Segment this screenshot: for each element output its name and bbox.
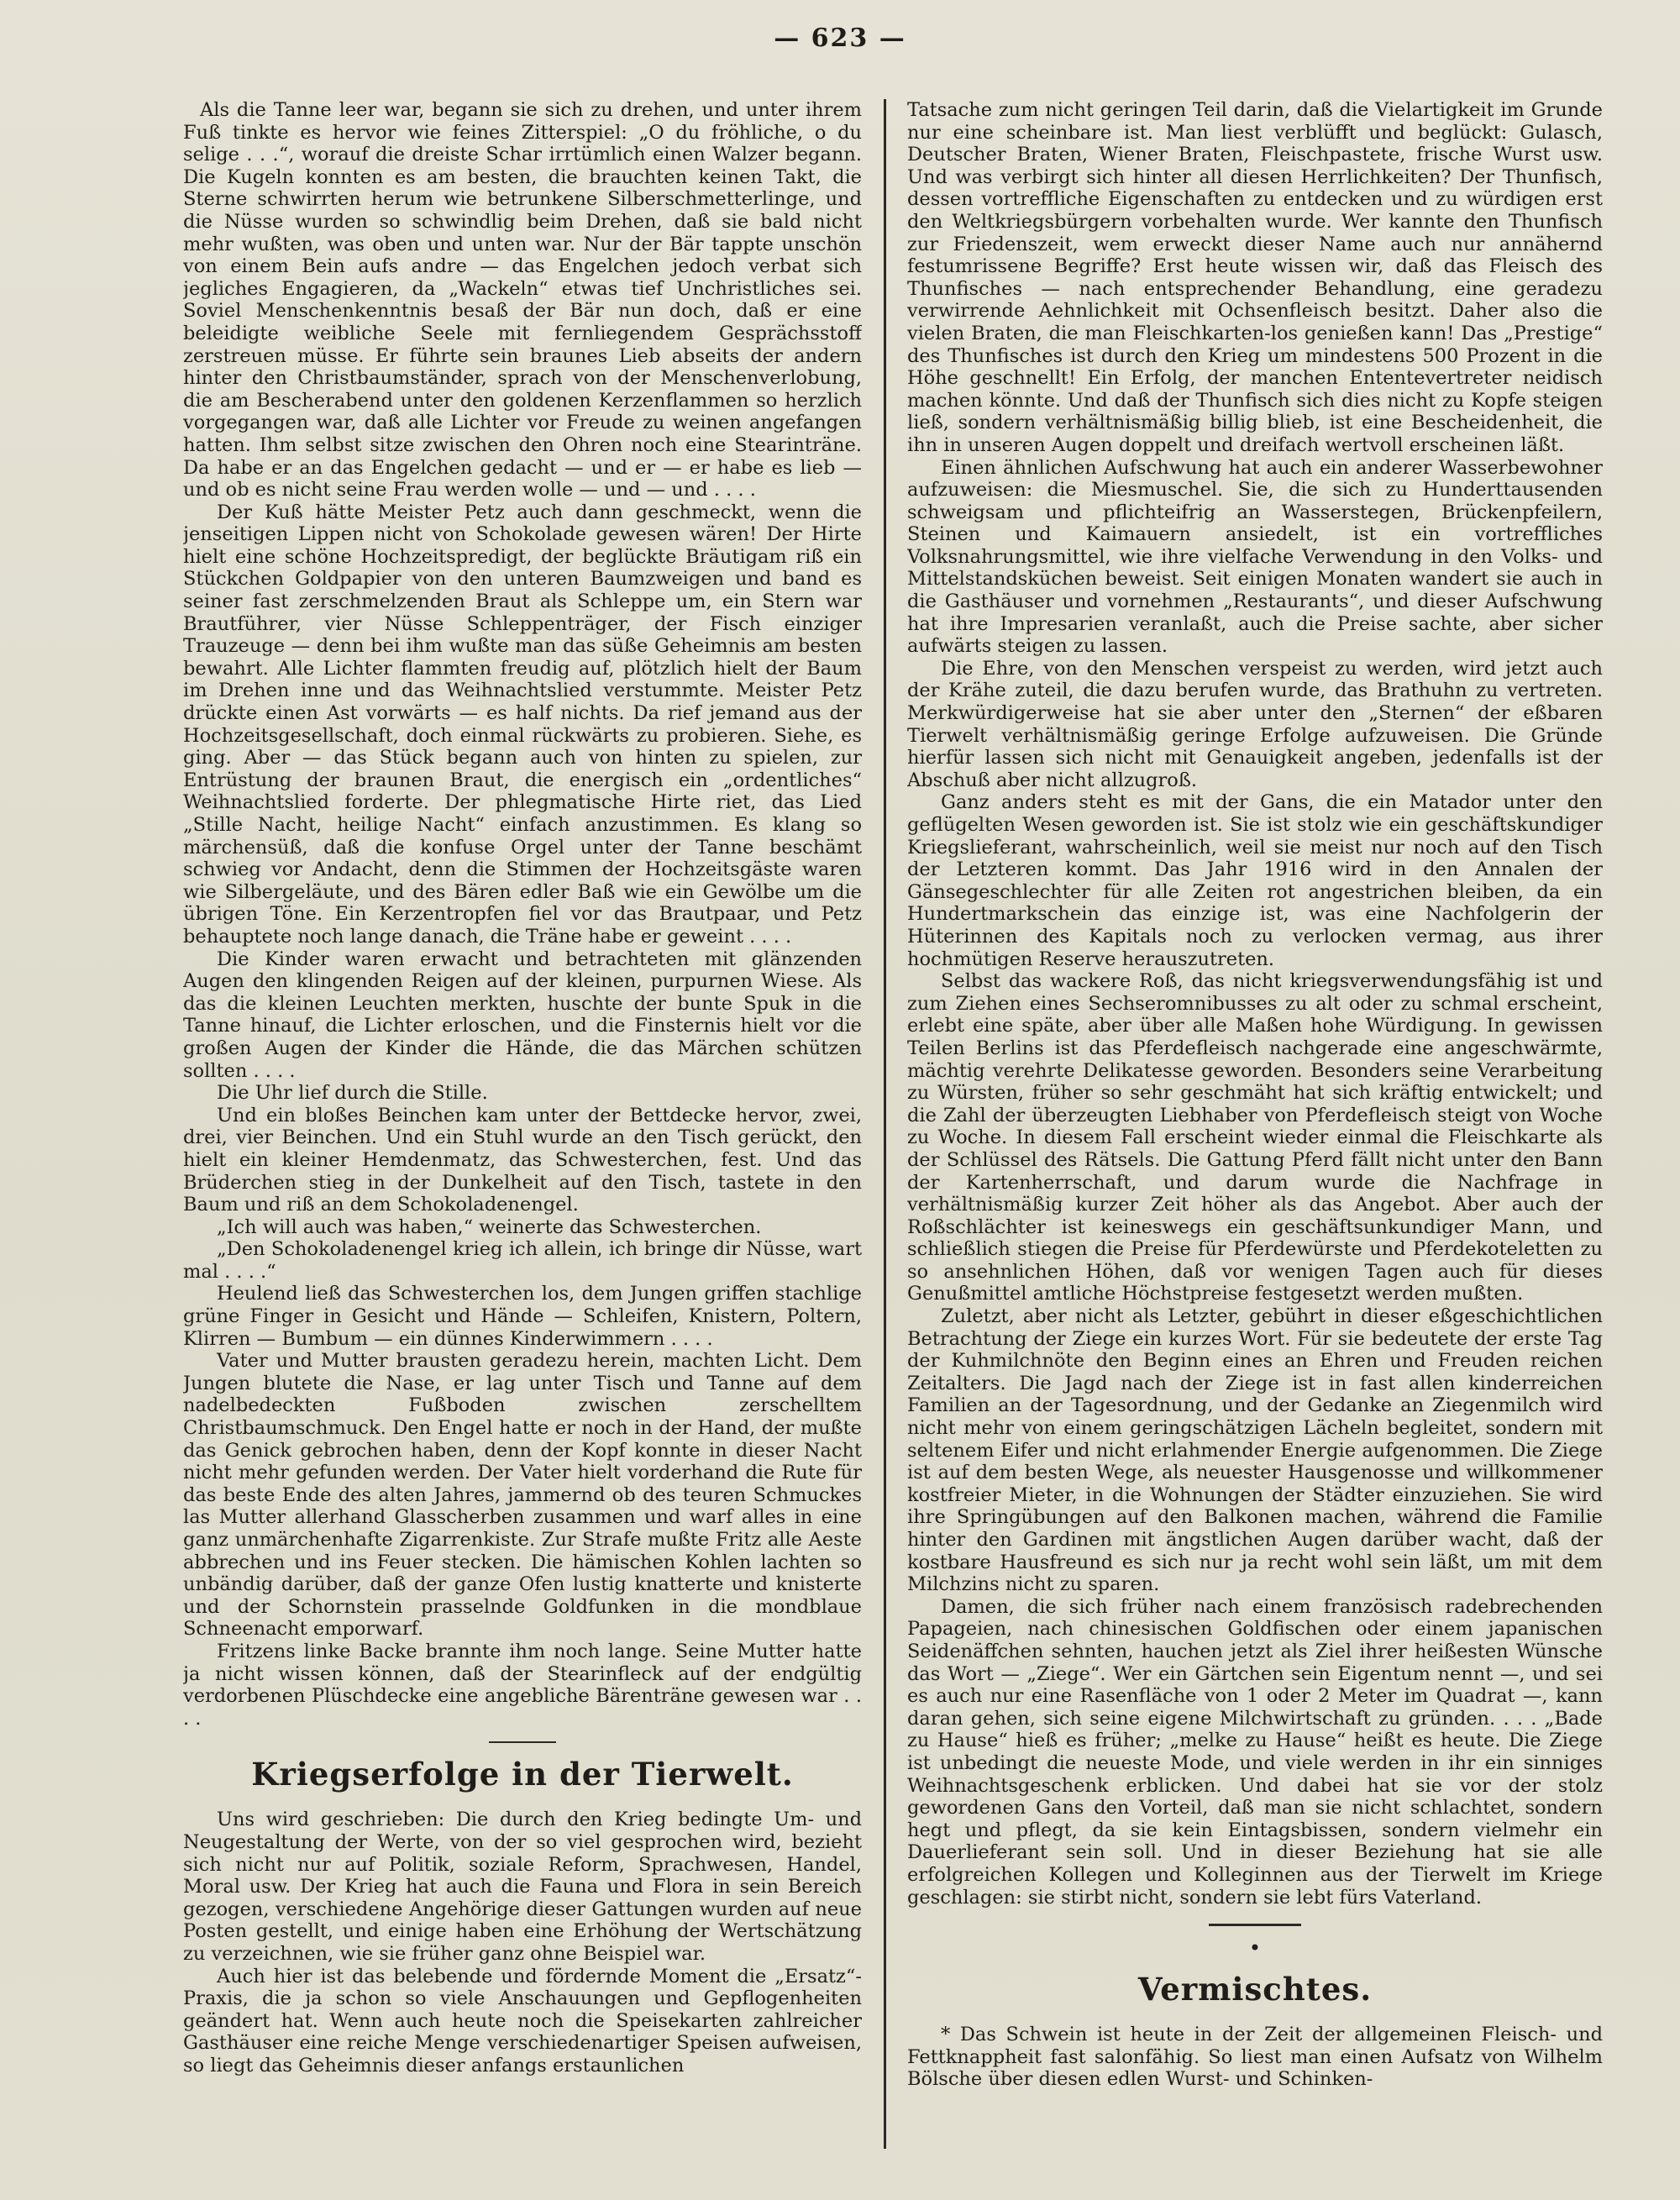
story-paragraph: Die Uhr lief durch die Stille. xyxy=(217,1082,488,1105)
story-paragraph: Als die Tanne leer war, begann sie sich zu drehen, und unter ihrem Fuß tinkte es hervor wie feines Zitterspiel: „O du fröhliche, o du selige . . .“, worauf die dreiste Schar irrtümlich einen Walzer begann. Die Kugeln konnten es am besten, die brauchten keinen Takt, die Sterne schwirrten herum wie betrunkene Silberschmetterlinge, und die Nüsse wurden so schwindlig beim Drehen, daß sie bald nicht mehr wußten, was oben und unten war. Nur der Bär tappte unschön von einem Bein aufs andre — das Engelchen jedoch verbat sich jegliches Engagieren, da „Wackeln“ etwas tief Unchristliches sei. Soviel Menschenkenntnis besaß der Bär nun doch, daß er eine beleidigte weibliche Seele mit fernliegendem Gesprächsstoff zerstreuen müsse. Er führte sein braunes Lieb abseits der andern hinter den Christbaumständer, sprach von der Menschenverlobung, die am Bescherabend unter den goldenen Kerzenflammen so herzlich vorgegangen war, daß alle Lichter vor Freude zu weinen angefangen hatten. Ihm selbst sitze zwischen den Ohren noch eine Stearinträne. Da habe er an das Engelchen gedacht — und er — er habe es lieb — und ob es nicht seine Frau werden wolle — und — und . . . . xyxy=(183,99,862,501)
story-paragraph: Fritzens linke Backe brannte ihm noch lange. Seine Mutter hatte ja nicht wissen können, daß der Stearinfleck auf der endgültig verdorbenen Plüschdecke eine angebliche Bärenträne gewesen war . . . . xyxy=(183,1640,862,1730)
article-headline: Kriegserfolge in der Tierwelt. xyxy=(251,1756,794,1793)
article-paragraph: Zuletzt, aber nicht als Letzter, gebührt in dieser eßgeschichtlichen Betrachtung der Ziege ein kurzes Wort. Für sie bedeutete der erste Tag der Kuhmilchnöte den Beginn eines an Ehren und Freuden reichen Zeitalters. Die Jagd nach der Ziege ist in fast allen kinderreichen Familien an der Tagesordnung, und der Gedanke an Ziegenmilch wird nicht mehr von einem geringschätzigen Lächeln begleitet, sondern mit seltenem Eifer und nicht erlahmender Energie aufgenommen. Die Ziege ist auf dem besten Wege, als neuester Hausgenosse und willkommener kostfreier Mieter, in die Wohnungen der Städter einzuziehen. Sie wird ihre Springübungen auf den Balkonen machen, während die Familie hinter den Gardinen mit ängstlichen Augen darüber wacht, daß der kostbare Hausfreund es sich nur ja recht wohl sein läßt, um mit dem Milchzins nicht zu sparen. xyxy=(907,1305,1603,1596)
misc-paragraph: * Das Schwein ist heute in der Zeit der allgemeinen Fleisch- und Fettknappheit fast salonfähig. So liest man einen Aufsatz von Wilhelm Bölsche über diesen edlen Wurst- und Schinken- xyxy=(907,2024,1603,2091)
article-paragraph: Auch hier ist das belebende und fördernde Moment die „Ersatz“-Praxis, die ja schon so viele Anschauungen und Gepflogenheiten geändert hat. Wenn auch heute noch die Speisekarten zahlreicher Gasthäuser eine reiche Menge verschiedenartiger Speisen aufweisen, so liegt das Geheimnis dieser anfangs erstaunlichen xyxy=(183,1965,862,2077)
section-divider xyxy=(1209,1924,1301,1926)
story-paragraph: Heulend ließ das Schwesterchen los, dem Jungen griffen stachlige grüne Finger in Gesicht und Hände — Schleifen, Knistern, Poltern, Klirren — Bumbum — ein dünnes Kinderwimmern . . . . xyxy=(183,1283,862,1350)
column-rule xyxy=(884,99,886,2149)
left-column xyxy=(183,99,862,2174)
story-paragraph: „Den Schokoladenengel krieg ich allein, ich bringe dir Nüsse, wart mal . . . .“ xyxy=(183,1238,862,1283)
article-paragraph: Selbst das wackere Roß, das nicht kriegsverwendungsfähig ist und zum Ziehen eines Sechseromnibusses zu alt oder zu schmal erscheint, erlebt eine späte, aber über alle Maßen hohe Würdigung. In gewissen Teilen Berlins ist das Pferdefleisch nachgerade eine angeschwärmte, mächtig verehrte Delikatesse geworden. Besonders seine Verarbeitung zu Würsten, früher so sehr geschmäht hat sich kräftig entwickelt; und die Zahl der überzeugten Liebhaber von Pferdefleisch steigt von Woche zu Woche. In diesem Fall erscheint wieder einmal die Fleischkarte als der Schlüssel des Rätsels. Die Gattung Pferd fällt nicht unter den Bann der Kartenherrschaft, und darum wurde die Nachfrage in verhältnismäßig kurzer Zeit höher als das Angebot. Aber auch der Roßschlächter ist keineswegs ein geschäftsunkundiger Mann, und schließlich stiegen die Preise für Pferdewürste und Pferdekoteletten zu so ansehnlichen Höhen, daß vor wenigen Tagen auch für dieses Genußmittel amtliche Höchstpreise festgesetzt werden mußten. xyxy=(907,970,1603,1305)
article-paragraph: Einen ähnlichen Aufschwung hat auch ein anderer Wasserbewohner aufzuweisen: die Miesmuschel. Sie, die sich zu Hunderttausenden schweigsam und pflichteifrig an Wasserstegen, Brückenpfeilern, Steinen und Kaimauern ansiedelt, ist ein vortreffliches Volksnahrungsmittel, wie ihre vielfache Verwendung in den Volks- und Mittelstandsküchen beweist. Seit einigen Monaten wandert sie auch in die Gasthäuser und vornehmen „Restaurants“, und dieser Aufschwung hat ihre Impresarien veranlaßt, auch die Preise sachte, aber sicher aufwärts steigen zu lassen. xyxy=(907,456,1603,658)
article-paragraph: Die Ehre, von den Menschen verspeist zu werden, wird jetzt auch der Krähe zuteil, die dazu berufen wurde, das Brathuhn zu vertreten. Merkwürdigerweise hat sie aber unter den „Sternen“ der eßbaren Tierwelt verhältnismäßig geringe Erfolge aufzuweisen. Die Gründe hierfür lassen sich nicht mit Genauigkeit angeben, jedenfalls ist der Abschuß aber nicht allzugroß. xyxy=(907,657,1603,791)
section-ornament: • xyxy=(1248,1936,1262,1961)
article-paragraph: Ganz anders steht es mit der Gans, die ein Matador unter den geflügelten Wesen geworden ist. Sie ist stolz wie ein geschäftskundiger Kriegslieferant, wahrscheinlich, weil sie meist nur noch auf den Tisch der Letzteren kommt. Das Jahr 1916 wird in den Annalen der Gänsegeschlechter für alle Zeiten rot angestrichen bleiben, da ein Hundertmarkschein das einzige ist, was eine Nachfolgerin der Hüterinnen des Kapitals noch zu verlocken vermag, aus ihrer hochmütigen Reserve herauszutreten. xyxy=(907,791,1603,970)
misc-headline: Vermischtes. xyxy=(1137,1971,1373,2008)
right-column xyxy=(907,99,1603,2174)
article-paragraph: Tatsache zum nicht geringen Teil darin, daß die Vielartigkeit im Grunde nur eine scheinbare ist. Man liest verblüfft und beglückt: Gulasch, Deutscher Braten, Wiener Braten, Fleischpastete, frische Wurst usw. Und was verbirgt sich hinter all diesen Herrlichkeiten? Der Thunfisch, dessen vortreffliche Eigenschaften zu entdecken und zu würdigen erst den Weltkriegsbürgern vorbehalten wurde. Wer kannte den Thunfisch zur Friedenszeit, wem erweckt dieser Name auch nur annähernd festumrissene Begriffe? Erst heute wissen wir, daß das Fleisch des Thunfisches — nach entsprechender Behandlung, eine geradezu verwirrende Aehnlichkeit mit Ochsenfleisch besitzt. Daher also die vielen Braten, die man Fleischkarten-los genießen kann! Das „Prestige“ des Thunfisches ist durch den Krieg um mindestens 500 Prozent in die Höhe geschnellt! Ein Erfolg, der manchen Ententevertreter neidisch machen könnte. Und daß der Thunfisch sich dies nicht zu Kopfe steigen ließ, sondern verhältnismäßig billig blieb, ist eine Bescheidenheit, die ihn in unseren Augen doppelt und dreifach wertvoll erscheinen läßt. xyxy=(907,99,1603,456)
story-paragraph: Der Kuß hätte Meister Petz auch dann geschmeckt, wenn die jenseitigen Lippen nicht von Schokolade gewesen wären! Der Hirte hielt eine schöne Hochzeitspredigt, der beglückte Bräutigam riß ein Stückchen Goldpapier von den unteren Baumzweigen und band es seiner fast zerschmelzenden Braut als Schleppe um, ein Stern war Brautführer, vier Nüsse Schleppenträger, der Fisch einziger Trauzeuge — denn bei ihm wußte man das süße Geheimnis am besten bewahrt. Alle Lichter flammten freudig auf, plötzlich hielt der Baum im Drehen inne und das Weihnachtslied verstummte. Meister Petz drückte einen Ast vorwärts — es half nichts. Da rief jemand aus der Hochzeitsgesellschaft, doch einmal rückwärts zu probieren. Siehe, es ging. Aber — das Stück begann auch von hinten zu spielen, zur Entrüstung der braunen Braut, die energisch ein „ordentliches“ Weihnachtslied forderte. Der phlegmatische Hirte riet, das Lied „Stille Nacht, heilige Nacht“ einfach anzustimmen. Es klang so märchensüß, daß die konfuse Orgel unter der Tanne beschämt schwieg vor Andacht, denn die Stimmen der Hochzeitsgäste waren wie Silbergeläute, und des Bären edler Baß wie ein Gewölbe um die übrigen Töne. Ein Kerzentropfen fiel vor das Brautpaar, und Petz behauptete noch lange danach, die Träne habe er geweint . . . . xyxy=(183,501,862,948)
story-paragraph: Die Kinder waren erwacht und betrachteten mit glänzenden Augen den klingenden Reigen auf der kleinen, purpurnen Wiese. Als das die kleinen Leuchten merkten, huschte der bunte Spuk in die Tanne hinauf, die Lichter erloschen, und die Finsternis hielt vor die großen Augen der Kinder die Hände, die das Märchen schützen sollten . . . . xyxy=(183,948,862,1082)
article-paragraph: Uns wird geschrieben: Die durch den Krieg bedingte Um- und Neugestaltung der Werte, von der so viel gesprochen wird, bezieht sich nicht nur auf Politik, soziale Reform, Sprachwesen, Handel, Moral usw. Der Krieg hat auch die Fauna und Flora in sein Bereich gezogen, verschiedene Angehörige dieser Gattungen wurden auf neue Posten gestellt, und einige haben eine Erhöhung der Wertschätzung zu verzeichnen, wie sie früher ganz ohne Beispiel war. xyxy=(183,1809,862,1965)
page-number: — 623 — xyxy=(774,24,906,53)
article-paragraph: Damen, die sich früher nach einem französisch radebrechenden Papageien, nach chinesischen Goldfischen oder einem japanischen Seidenäffchen sehnten, hauchen jetzt als Ziel ihrer heißesten Wünsche das Wort — „Ziege“. Wer ein Gärtchen sein Eigentum nennt —, und sei es auch nur eine Rasenfläche von 1 oder 2 Meter im Quadrat —, kann daran gehen, sich seine eigene Milchwirtschaft zu gründen. . . . „Bade zu Hause“ hieß es früher; „melke zu Hause“ heißt es heute. Die Ziege ist unbedingt die neueste Mode, und viele werden in ihr ein sinniges Weihnachtsgeschenk erblicken. Und dabei hat sie vor der stolz gewordenen Gans den Vorteil, daß man sie nicht schlachtet, sondern hegt und pflegt, da sie kein Eintagsbissen, sondern vielmehr ein Dauerlieferant sein soll. Und in dieser Beziehung hat sie alle erfolgreichen Kollegen und Kolleginnen aus der Tierwelt im Kriege geschlagen: sie stirbt nicht, sondern sie lebt fürs Vaterland. xyxy=(907,1595,1603,1909)
story-paragraph: Vater und Mutter brausten geradezu herein, machten Licht. Dem Jungen blutete die Nase, er lag unter Tisch und Tanne auf dem nadelbedeckten Fußboden zwischen zerschelltem Christbaumschmuck. Den Engel hatte er noch in der Hand, der mußte das Genick gebrochen haben, denn der Kopf konnte in dieser Nacht nicht mehr gefunden werden. Der Vater hielt vorderhand die Rute für das beste Ende des alten Jahres, jammernd ob des teuren Schmuckes las Mutter allerhand Glasscherben zusammen und warf alles in eine ganz unmärchenhafte Zigarrenkiste. Zur Strafe mußte Fritz alle Aeste abbrechen und ins Feuer stecken. Die hämischen Kohlen lachten so unbändig darüber, daß der ganze Ofen lustig knatterte und knisterte und der Schornstein prasselnde Goldfunken in die mondblaue Schneenacht emporwarf. xyxy=(183,1350,862,1641)
story-paragraph: Und ein bloßes Beinchen kam unter der Bettdecke hervor, zwei, drei, vier Beinchen. Und ein Stuhl wurde an den Tisch gerückt, den hielt ein kleiner Hemdenmatz, das Schwesterchen, fest. Und das Brüderchen stieg in der Dunkelheit auf den Tisch, tastete in den Baum und riß an dem Schokoladenengel. xyxy=(183,1104,862,1216)
story-paragraph: „Ich will auch was haben,“ weinerte das Schwesterchen. xyxy=(217,1216,762,1238)
section-divider xyxy=(489,1741,556,1743)
